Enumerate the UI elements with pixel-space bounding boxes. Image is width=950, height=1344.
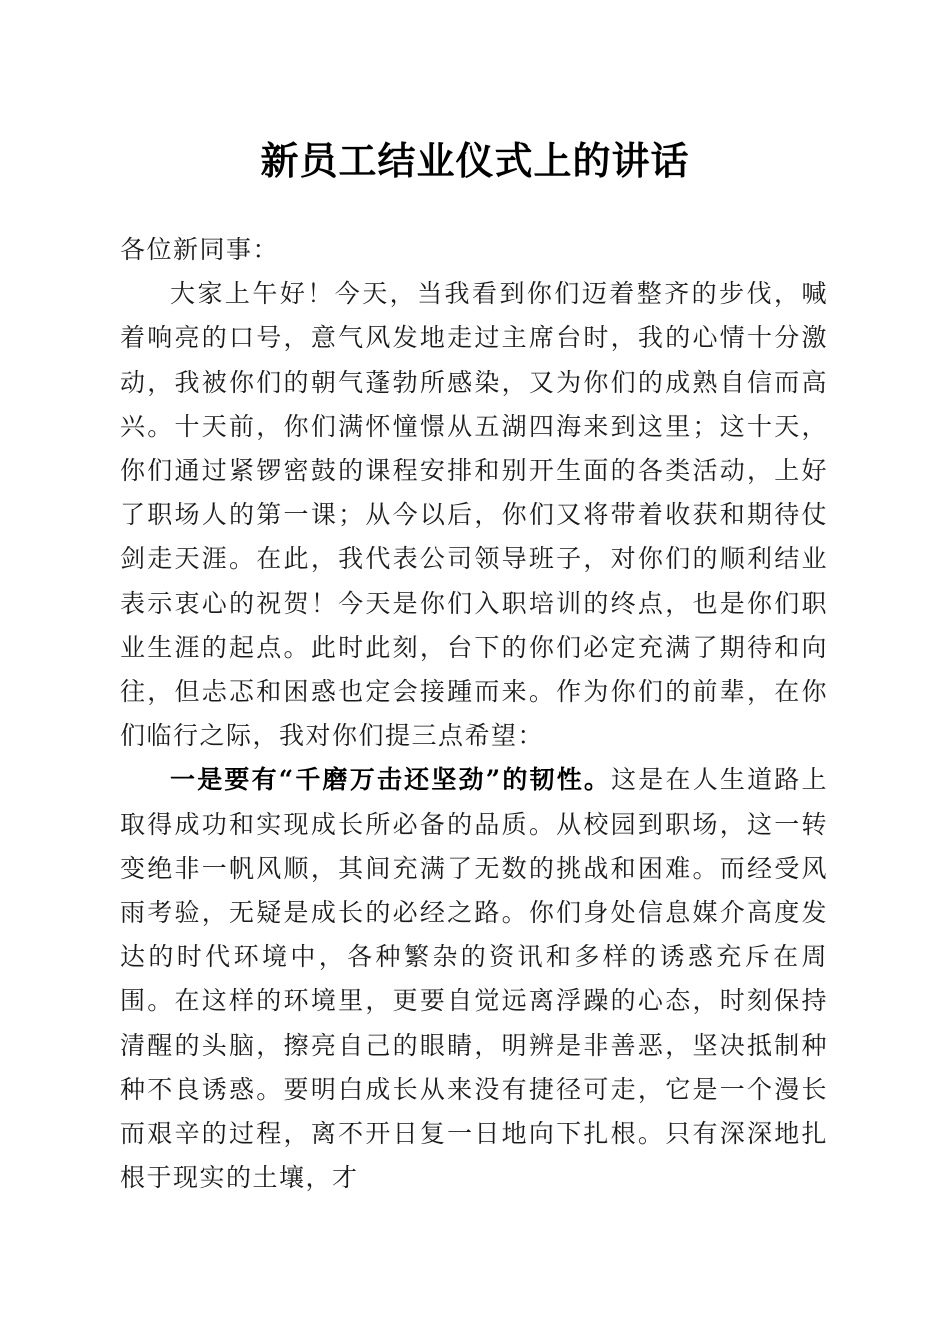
paragraph-point-one: [120, 758, 828, 1200]
paragraph-opening: 大家上午好！今天，当我看到你们迈着整齐的步伐，喊着响亮的口号，意气风发地走过主席台时，我的心情十分激动，我被你们的朝气蓬勃所感染，又为你们的成熟自信而高兴。十天前，你们满怀憧憬从五湖四海来到这里；这十天，你们通过紧锣密鼓的课程安排和别开生面的各类活动，上好了职场人的第一课；从今以后，你们又将带着收获和期待仗剑走天涯。在此，我代表公司领导班子，对你们的顺利结业表示衷心的祝贺！今天是你们入职培训的终点，也是你们职业生涯的起点。此时此刻，台下的你们必定充满了期待和向往，但忐忑和困惑也定会接踵而来。作为你们的前辈，在你们临行之际，我对你们提三点希望：: [120, 279, 828, 751]
page-title: 新员工结业仪式上的讲话: [260, 138, 690, 183]
document-body: [120, 228, 828, 1200]
point-one-heading: 一是要有“千磨万击还坚劲”的韧性。: [170, 765, 612, 795]
point-one-body: 这是在人生道路上取得成功和实现成长所必备的品质。从校园到职场，这一转变绝非一帆风顺，其间充满了无数的挑战和困难。而经受风雨考验，无疑是成长的必经之路。你们身处信息媒介高度发达的时代环境中，各种繁杂的资讯和多样的诱惑充斥在周围。在这样的环境里，更要自觉远离浮躁的心态，时刻保持清醒的头脑，擦亮自己的眼睛，明辨是非善恶，坚决抵制种种不良诱惑。要明白成长从来没有捷径可走，它是一个漫长而艰辛的过程，离不开日复一日地向下扎根。只有深深地扎根于现实的土壤，才: [120, 765, 828, 1193]
greeting-line: 各位新同事：: [120, 235, 280, 264]
